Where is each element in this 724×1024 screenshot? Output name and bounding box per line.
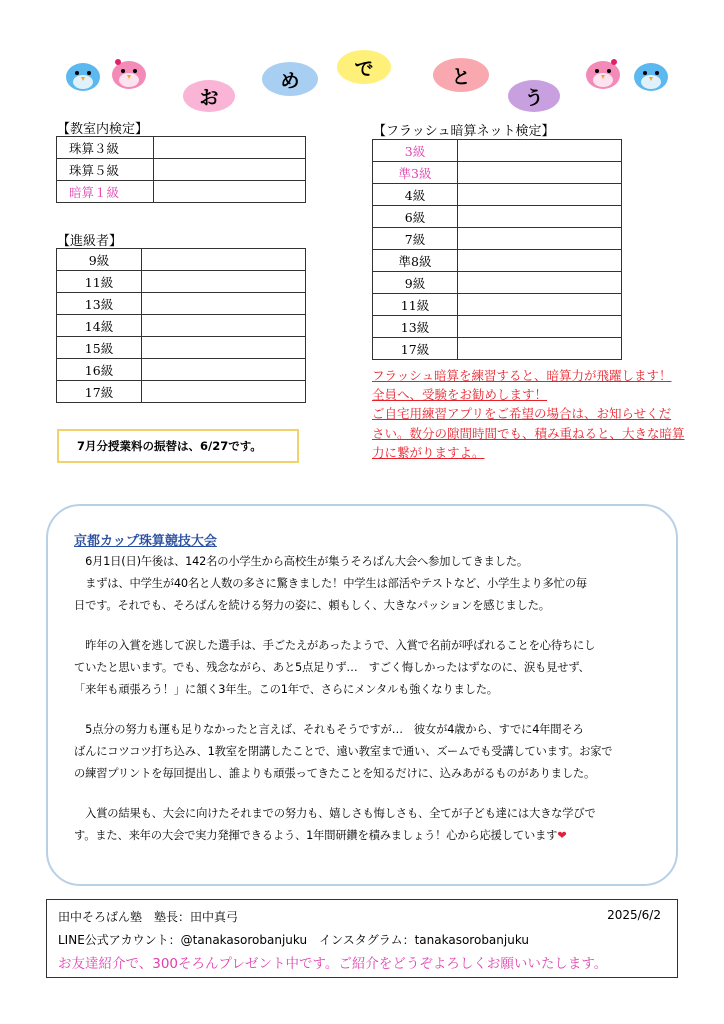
article-line: ばんにコツコツ打ち込み、1教室を閉講したことで、遠い教室まで通い、ズームでも受講しています。お家で bbox=[74, 745, 613, 758]
table-row bbox=[373, 338, 622, 360]
grade-label: 9級 bbox=[57, 249, 142, 271]
table-row bbox=[57, 293, 306, 315]
table-row bbox=[57, 159, 306, 181]
table-row bbox=[373, 272, 622, 294]
article-line: 6月1日(日)午後は、142名の小学生から高校生が集うそろばん大会へ参加してきました。 bbox=[74, 555, 528, 568]
footer-box bbox=[46, 899, 678, 978]
blue-bird-icon-right bbox=[632, 58, 670, 92]
flash-grade-value bbox=[458, 338, 622, 360]
in-class-exam-table bbox=[56, 136, 306, 203]
flash-grade-value bbox=[458, 184, 622, 206]
paragraph-gap bbox=[74, 617, 670, 635]
grade-value bbox=[142, 271, 306, 293]
flash-grade-value bbox=[458, 272, 622, 294]
article-line: まずは、中学生が40名と人数の多さに驚きました！中学生は部活やテストなど、小学生より多忙の毎 bbox=[74, 577, 587, 590]
table-row bbox=[373, 206, 622, 228]
pink-bird-icon-right bbox=[584, 56, 622, 90]
article-line: の練習プリントを毎回提出し、誰よりも頑張ってきたことを知るだけに、込みあがるものがありました。 bbox=[74, 767, 596, 780]
article-line: ていたと思います。でも、残念ながら、あと5点足りず… すごく悔しかったはずなのに、涙も見せず、 bbox=[74, 661, 590, 674]
promotion-title: 【進級者】 bbox=[57, 234, 123, 249]
table-row bbox=[57, 271, 306, 293]
grade-label: 11級 bbox=[57, 271, 142, 293]
table-row bbox=[373, 250, 622, 272]
note-line: 全員へ、受験をお勧めします！ bbox=[372, 387, 548, 403]
table-row bbox=[57, 137, 306, 159]
note-line: 力に繋がりますよ。 bbox=[372, 444, 485, 460]
flash-grade-label: 11級 bbox=[373, 294, 458, 316]
promotion-table bbox=[56, 248, 306, 403]
letter-bubble-me: め bbox=[262, 62, 318, 96]
sns-accounts: LINE公式アカウント：@tanakasorobanjuku インスタグラム：tanakasorobanjuku bbox=[58, 933, 530, 947]
table-row bbox=[57, 381, 306, 403]
table-row bbox=[373, 184, 622, 206]
grade-label: 14級 bbox=[57, 315, 142, 337]
flash-grade-value bbox=[458, 228, 622, 250]
table-row bbox=[373, 162, 622, 184]
exam-label: 暗算１級 bbox=[57, 181, 154, 203]
note-line: フラッシュ暗算を練習すると、暗算力が飛躍します！ bbox=[372, 368, 672, 383]
grade-value bbox=[142, 315, 306, 337]
article-last-line: す。また、来年の大会で実力発揮できるよう、1年間研鑽を積みましょう！心から応援しています❤ bbox=[74, 829, 567, 842]
letter-bubble-to: と bbox=[433, 58, 489, 92]
letter-bubble-u: う bbox=[508, 80, 560, 112]
table-row bbox=[373, 228, 622, 250]
table-row bbox=[373, 294, 622, 316]
referral-promo: お友達紹介で、300そろんプレゼント中です。ご紹介をどうぞよろしくお願いいたします。 bbox=[58, 956, 608, 972]
exam-value bbox=[154, 181, 306, 203]
grade-label: 16級 bbox=[57, 359, 142, 381]
grade-value bbox=[142, 293, 306, 315]
note-line: ご自宅用練習アプリをご希望の場合は、お知らせくだ bbox=[372, 406, 672, 422]
flash-grade-label: 4級 bbox=[373, 184, 458, 206]
flash-grade-label: 17級 bbox=[373, 338, 458, 360]
issue-date: 2025/6/2 bbox=[607, 908, 661, 922]
flash-exam-table bbox=[372, 139, 622, 360]
grade-value bbox=[142, 249, 306, 271]
flash-grade-value bbox=[458, 316, 622, 338]
article-line: 入賞の結果も、大会に向けたそれまでの努力も、嬉しさも悔しさも、全てが子ども達には大きな学びで bbox=[74, 807, 596, 820]
grade-value bbox=[142, 381, 306, 403]
flash-grade-label: 3級 bbox=[373, 140, 458, 162]
article-line: 昨年の入賞を逃して涙した選手は、手ごたえがあったようで、入賞で名前が呼ばれることを心待ちにし bbox=[74, 639, 596, 652]
exam-value bbox=[154, 159, 306, 181]
grade-value bbox=[142, 359, 306, 381]
paragraph-gap bbox=[74, 701, 670, 719]
flash-grade-value bbox=[458, 250, 622, 272]
article-line: 日です。それでも、そろばんを続ける努力の姿に、頼もしく、大きなパッションを感じました。 bbox=[74, 599, 550, 612]
exam-label: 珠算５級 bbox=[57, 159, 154, 181]
pink-bird-icon bbox=[110, 56, 148, 90]
tuition-note: 7月分授業料の振替は、6/27です。 bbox=[57, 429, 299, 463]
grade-label: 15級 bbox=[57, 337, 142, 359]
exam-value bbox=[154, 137, 306, 159]
grade-value bbox=[142, 337, 306, 359]
table-row bbox=[57, 249, 306, 271]
flash-grade-value bbox=[458, 294, 622, 316]
heart-icon: ❤ bbox=[557, 829, 567, 842]
flash-grade-label: 9級 bbox=[373, 272, 458, 294]
flash-exam-title: 【フラッシュ暗算ネット検定】 bbox=[373, 124, 555, 139]
paragraph-gap bbox=[74, 785, 670, 803]
flash-grade-label: 13級 bbox=[373, 316, 458, 338]
flash-grade-value bbox=[458, 206, 622, 228]
table-row bbox=[373, 140, 622, 162]
in-class-exam-title: 【教室内検定】 bbox=[57, 122, 149, 137]
table-row bbox=[57, 359, 306, 381]
article-title: 京都カップ珠算競技大会 bbox=[74, 534, 217, 549]
grade-label: 13級 bbox=[57, 293, 142, 315]
letter-bubble-de: で bbox=[337, 50, 391, 84]
flash-grade-value bbox=[458, 162, 622, 184]
note-line: さい。数分の隙間時間でも、積み重ねると、大きな暗算 bbox=[372, 425, 685, 441]
article-line: 「来年も頑張ろう！」に頷く3年生。この1年で、さらにメンタルも強くなりました。 bbox=[74, 683, 498, 696]
exam-label: 珠算３級 bbox=[57, 137, 154, 159]
table-row bbox=[57, 315, 306, 337]
table-row bbox=[57, 181, 306, 203]
article-line: 5点分の努力も運も足りなかったと言えば、それもそうですが… 彼女が4歳から、すでに4年間そろ bbox=[74, 723, 584, 736]
letter-bubble-o: お bbox=[183, 80, 235, 112]
article-body bbox=[74, 551, 670, 847]
table-row bbox=[57, 337, 306, 359]
table-row bbox=[373, 316, 622, 338]
school-name: 田中そろばん塾 塾長：田中真弓 bbox=[58, 910, 239, 924]
flash-grade-value bbox=[458, 140, 622, 162]
flash-grade-label: 6級 bbox=[373, 206, 458, 228]
flash-grade-label: 7級 bbox=[373, 228, 458, 250]
flash-grade-label: 準8級 bbox=[373, 250, 458, 272]
grade-label: 17級 bbox=[57, 381, 142, 403]
flash-grade-label: 準3級 bbox=[373, 162, 458, 184]
blue-bird-icon bbox=[64, 58, 102, 92]
flash-recommendation-note bbox=[372, 366, 702, 462]
